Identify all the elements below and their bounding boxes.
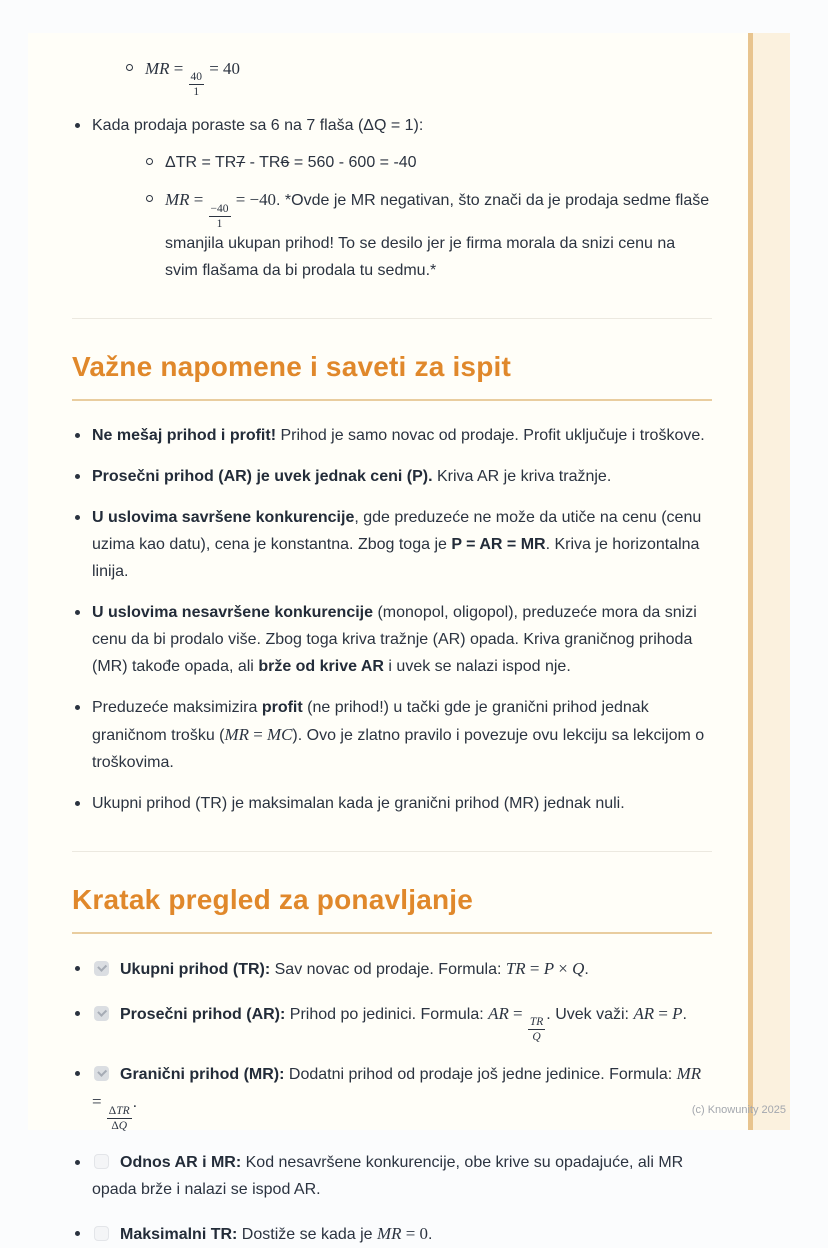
text-run: = 560 - 600 = -40 [289, 154, 417, 172]
document-content [28, 33, 790, 1248]
document-page [28, 33, 790, 1243]
checkbox-checked[interactable] [94, 961, 109, 976]
checkbox-unchecked[interactable] [94, 1226, 109, 1241]
text-run-bold: Prosečni prihod (AR) je uvek jednak ceni (P). [92, 467, 433, 485]
checklist-item [72, 1149, 712, 1203]
text-run-bold: P = AR = MR [451, 535, 546, 553]
math-text: MR = 0 [376, 1223, 428, 1243]
math-text: MR = MC [224, 724, 293, 744]
text-run-bold: Maksimalni TR: [120, 1225, 238, 1243]
text-run: . [427, 1225, 433, 1243]
text-run-bold: brže od krive AR [258, 657, 384, 675]
text-run-bold: Prosečni prihod (AR): [120, 1005, 286, 1023]
math-fraction: $\frac{TR}{Q}$ [529, 1016, 544, 1044]
text-run-bold: Granični prihod (MR): [120, 1066, 285, 1084]
math-fraction: $\frac{\text{ΔTR}}{\Delta Q}$ [108, 1104, 130, 1132]
text-run: Kod nesavršene konkurencije, obe krive su opadajuće, ali MR opada brže i nalazi se ispod AR. [92, 1153, 684, 1198]
text-run: Kada prodaja poraste sa 6 na 7 flaša (ΔQ = 1): [92, 117, 424, 135]
copyright-watermark: (c) Knowunity 2025 [691, 1104, 786, 1116]
checklist-item [72, 1000, 712, 1043]
text-run: - TR [245, 154, 281, 172]
text-run-strikethrough: 6 [280, 154, 290, 172]
list-item [72, 422, 712, 449]
math-text: = 40 [205, 59, 240, 78]
example-sublist [145, 149, 712, 283]
text-run: Ukupni prihod (TR) je maksimalan kada je granični prihod (MR) jednak nuli. [92, 794, 625, 812]
math-text: AR = P [633, 1003, 683, 1023]
list-item [72, 599, 712, 680]
notes-list [72, 422, 712, 817]
list-item [72, 463, 712, 490]
checklist-item [72, 955, 712, 983]
math-text: TR = P × Q [505, 958, 585, 978]
list-item [72, 504, 712, 585]
text-run-bold: U uslovima savršene konkurencije [92, 508, 355, 526]
list-item [72, 112, 712, 283]
checkbox-checked[interactable] [94, 1006, 109, 1021]
section-title-notes: Važne napomene i saveti za ispit [72, 350, 712, 401]
list-item [72, 694, 712, 776]
checkbox-unchecked[interactable] [94, 1154, 109, 1169]
text-run: ΔTR = TR [165, 154, 237, 172]
math-fraction: $\frac{-40}{1}$ [210, 202, 229, 230]
text-run: Dostiže se kada je [237, 1225, 377, 1243]
text-run: Preduzeće maksimizira [92, 698, 262, 716]
example-orphan-sublist [125, 55, 712, 98]
text-run: Prihod po jedinici. Formula: [285, 1005, 489, 1023]
sub-list-item [125, 55, 712, 98]
checklist-item [72, 1220, 712, 1248]
text-run: (ne prihod!) u tački gde je granični prihod jednak graničnom trošku ( [92, 698, 649, 744]
text-run: . [132, 1094, 138, 1112]
checklist-item [72, 1060, 712, 1131]
text-run: . [682, 1005, 687, 1023]
math-text: MR = [165, 190, 208, 210]
text-run-bold: Ukupni prihod (TR): [120, 960, 271, 978]
math-text: = −40 [231, 190, 277, 210]
text-run: , gde preduzeće ne može da utiče na cenu (cenu uzima kao datu), cena je konstantna. Zbog toga je [92, 508, 702, 553]
sub-list-item [145, 149, 712, 176]
section-divider [72, 851, 712, 852]
math-text: MR = [145, 59, 188, 78]
text-run: Kriva AR je kriva tražnje. [432, 467, 612, 485]
review-checklist [72, 955, 712, 1248]
math-text: MR = [92, 1064, 702, 1112]
text-run: . Kriva je horizontalna linija. [92, 535, 700, 580]
text-run-bold: Ne mešaj prihod i profit! [92, 426, 277, 444]
checkbox-checked[interactable] [94, 1066, 109, 1081]
text-run: Dodatni prihod od prodaje još jedne jedinice. Formula: [284, 1066, 677, 1084]
text-run-strikethrough: 7 [236, 154, 246, 172]
text-run: . Uvek važi: [546, 1005, 634, 1023]
text-run: Prihod je samo novac od prodaje. Profit uključuje i troškove. [276, 426, 705, 444]
text-run: i uvek se nalazi ispod nje. [383, 657, 571, 675]
math-text: AR = [488, 1003, 527, 1023]
math-fraction: $\frac{40}{1}$ [190, 71, 203, 99]
text-run: (monopol, oligopol), preduzeće mora da snizi cenu da bi prodalo više. Zbog toga kriva tražnje (AR) opada. Kriva graničnog prihoda (MR) takođe opada, ali [92, 603, 697, 675]
text-run: ). Ovo je zlatno pravilo i povezuje ovu lekciju sa lekcijom o troškovima. [92, 726, 705, 771]
text-run-bold: Odnos AR i MR: [120, 1153, 242, 1171]
list-item [72, 790, 712, 817]
text-run-bold: profit [261, 698, 303, 716]
sub-list-item [145, 186, 712, 283]
text-run: Sav novac od prodaje. Formula: [270, 960, 506, 978]
section-title-review: Kratak pregled za ponavljanje [72, 883, 712, 934]
text-run: . *Ovde je MR negativan, što znači da je prodaja sedme flaše smanjila ukupan prihod! To se desilo jer je firma morala da snizi cenu na svim flašama da bi prodala tu sedmu.* [165, 192, 710, 279]
text-run-bold: U uslovima nesavršene konkurencije [92, 603, 374, 621]
example-list [72, 112, 712, 283]
section-divider [72, 318, 712, 319]
text-run: . [584, 960, 589, 978]
